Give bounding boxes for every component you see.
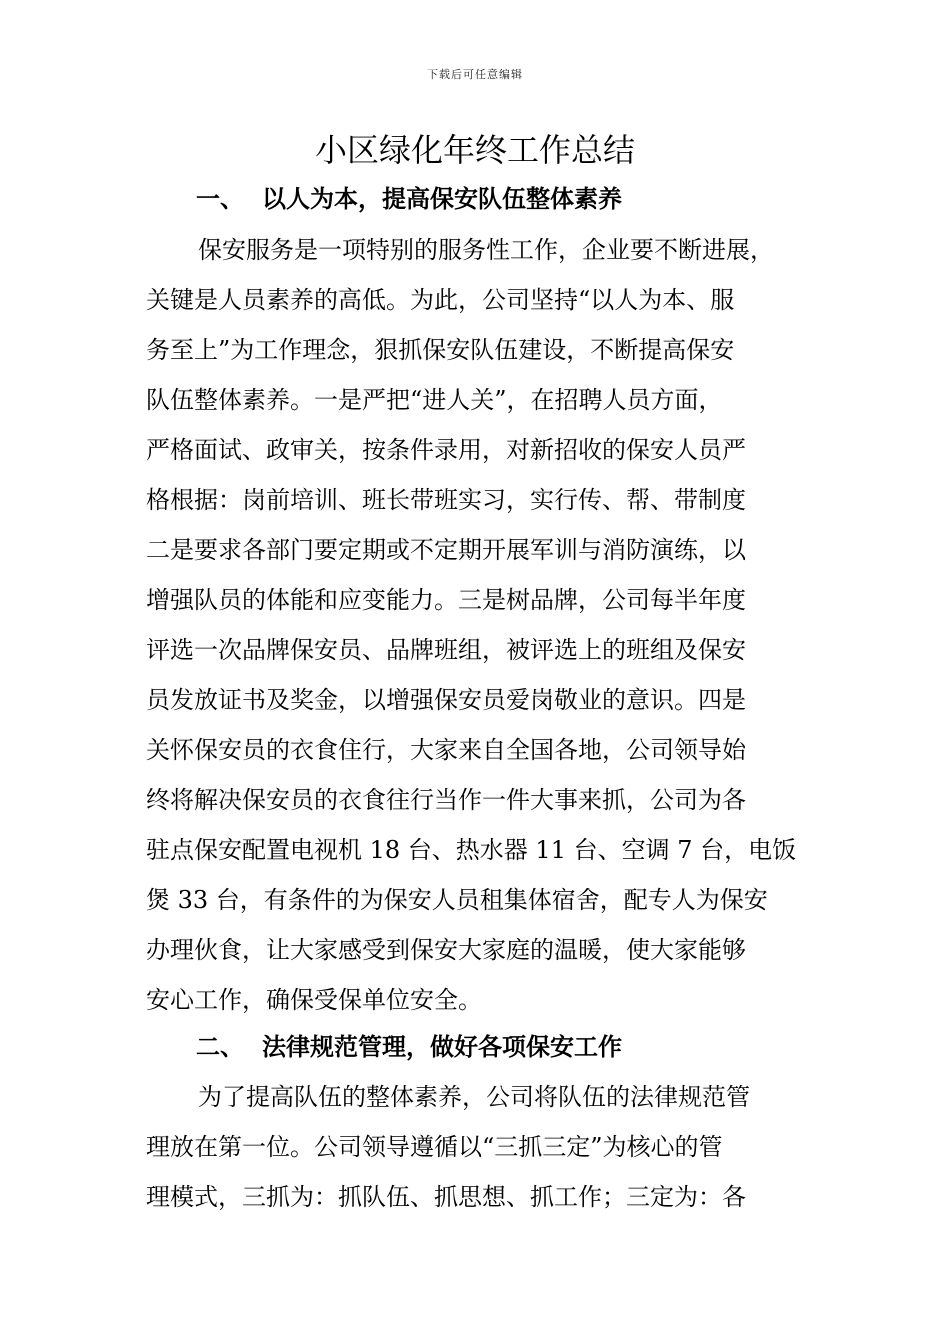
paragraph-line: 二是要求各部门要定期或不定期开展军训与消防演练，以 <box>146 536 746 564</box>
paragraph-line: 严格面试、政审关，按条件录用，对新招收的保安人员严 <box>146 436 746 464</box>
paragraph-line: 员发放证书及奖金，以增强保安员爱岗敬业的意识。四是 <box>146 686 746 714</box>
paragraph-line: 务至上”为工作理念，狠抓保安队伍建设，不断提高保安 <box>146 336 735 364</box>
section-number: 二、 <box>196 1032 244 1061</box>
paragraph-line: 关怀保安员的衣食住行，大家来自全国各地，公司领导始 <box>146 736 746 764</box>
paragraph-line: 评选一次品牌保安员、品牌班组，被评选上的班组及保安 <box>146 636 746 664</box>
document-title: 小区绿化年终工作总结 <box>314 131 635 169</box>
paragraph-line: 保安服务是一项特别的服务性工作，企业要不断进展， <box>198 236 774 264</box>
section-heading-1 <box>196 183 622 215</box>
header-note: 下载后可任意编辑 <box>427 68 523 81</box>
paragraph-line: 为了提高队伍的整体素养，公司将队伍的法律规范管 <box>198 1083 750 1111</box>
paragraph-line: 格根据：岗前培训、班长带班实习，实行传、帮、带制度 <box>146 486 746 514</box>
section-heading-text: 以人为本，提高保安队伍整体素养 <box>262 184 622 213</box>
section-number: 一、 <box>196 184 244 213</box>
paragraph-line: 理模式，三抓为：抓队伍、抓思想、抓工作；三定为：各 <box>146 1183 746 1211</box>
paragraph-line: 终将解决保安员的衣食往行当作一件大事来抓，公司为各 <box>146 786 746 814</box>
section-2-paragraph <box>146 1072 826 1222</box>
paragraph-line: 关键是人员素养的高低。为此，公司坚持“以人为本、服 <box>146 286 735 314</box>
paragraph-line: 煲 33 台，有条件的为保安人员租集体宿舍，配专人为保安 <box>146 886 768 914</box>
section-heading-2 <box>196 1031 622 1063</box>
paragraph-line: 理放在第一位。公司领导遵循以“三抓三定”为核心的管 <box>146 1133 723 1161</box>
paragraph-line: 增强队员的体能和应变能力。三是树品牌，公司每半年度 <box>146 586 746 614</box>
paragraph-line: 办理伙食，让大家感受到保安大家庭的温暖，使大家能够 <box>146 936 746 964</box>
section-heading-text: 法律规范管理，做好各项保安工作 <box>262 1032 622 1061</box>
section-1-paragraph <box>146 225 826 1025</box>
paragraph-line: 安心工作，确保受保单位安全。 <box>146 986 482 1014</box>
paragraph-line: 驻点保安配置电视机 18 台、热水器 11 台、空调 7 台，电饭 <box>146 836 797 864</box>
paragraph-line: 队伍整体素养。一是严把“进人关”，在招聘人员方面， <box>146 386 723 414</box>
